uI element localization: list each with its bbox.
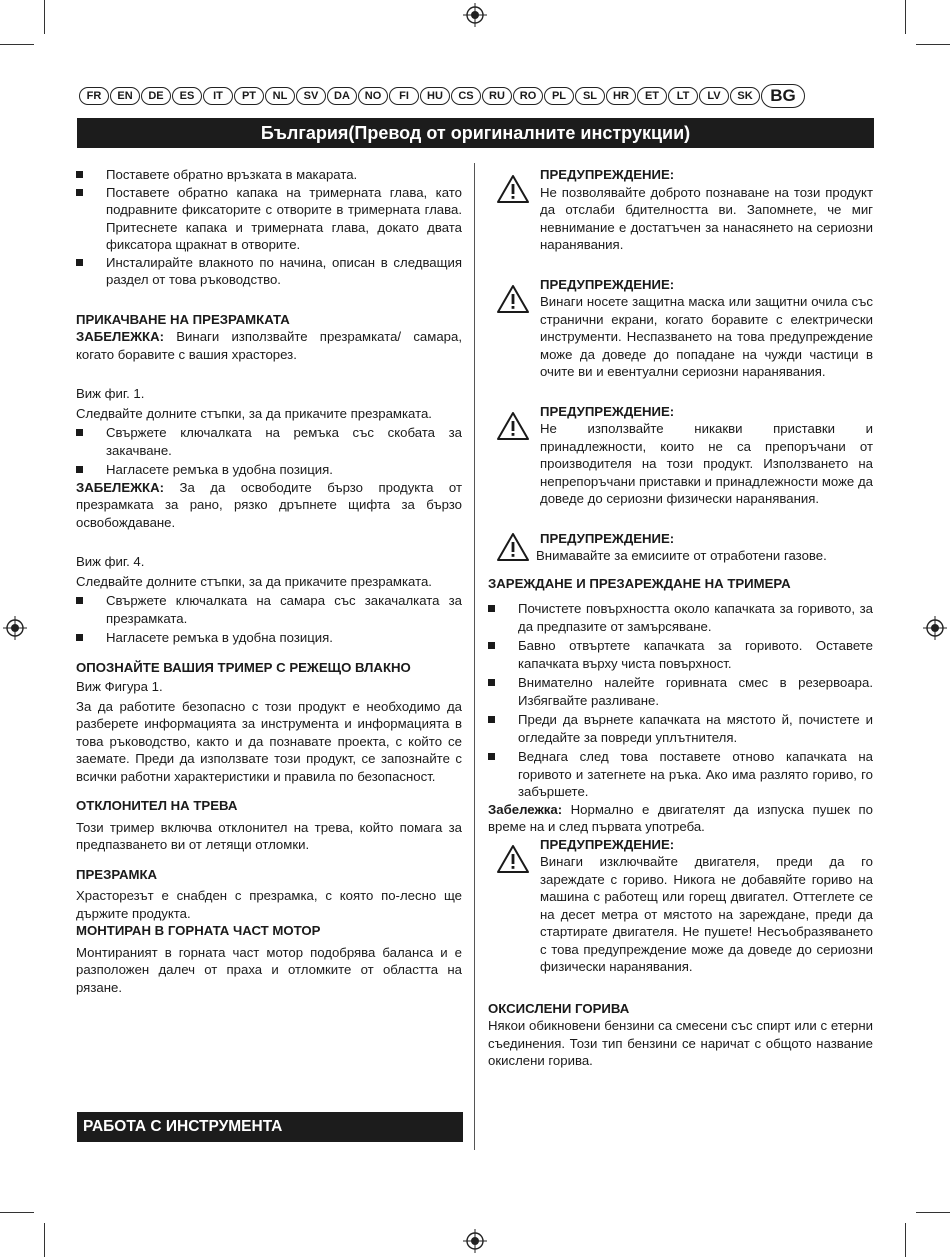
- language-tab[interactable]: RO: [513, 87, 543, 105]
- language-tab[interactable]: FR: [79, 87, 109, 105]
- crop-mark: [0, 1212, 34, 1213]
- language-tab[interactable]: LT: [668, 87, 698, 105]
- section-heading: ПРИКАЧВАНЕ НА ПРЕЗРАМКАТА: [76, 311, 290, 327]
- language-tab[interactable]: FI: [389, 87, 419, 105]
- registration-mark-icon: [3, 616, 27, 640]
- paragraph: Този тример включва отклонител на трева, който помага за предпазването ви от летящи отломки.: [76, 819, 462, 852]
- column-divider: [474, 163, 475, 1150]
- section-heading: ОПОЗНАЙТЕ ВАШИЯ ТРИМЕР С РЕЖЕЩО ВЛАКНО: [76, 659, 411, 675]
- language-tab[interactable]: RU: [482, 87, 512, 105]
- crop-mark: [905, 1223, 906, 1257]
- warning-triangle-icon: [496, 284, 530, 314]
- language-tab[interactable]: LV: [699, 87, 729, 105]
- list-item: Внимателно налейте горивната смес в резервоара. Избягвайте разливане.: [488, 674, 873, 709]
- list-item: Веднага след това поставете отново капачката на горивото и затегнете на ръка. Ако има разлято гориво, го забършете.: [488, 748, 873, 801]
- language-tab[interactable]: NL: [265, 87, 295, 105]
- paragraph: Следвайте долните стъпки, за да прикачите презрамката.: [76, 573, 432, 589]
- left-column: [76, 166, 462, 996]
- list-item: Преди да върнете капачката на мястото й, почистете и огледайте за повреди уплътнителя.: [488, 711, 873, 746]
- warning-block: [488, 166, 873, 254]
- list-item: Свържете ключалката на самара със закачалката за презрамката.: [76, 592, 462, 627]
- paragraph: Някои обикновени бензини са смесени със спирт или с етерни съединения. Този тип бензини се наричат с общото название окислени горива.: [488, 1018, 873, 1068]
- warning-block: [488, 276, 873, 381]
- page-title: България(Превод от оригиналните инструкции): [77, 118, 874, 148]
- list-item: Поставете обратно капака на тримерната глава, като подравните фиксаторите с отворите в тримерната глава. Притеснете капака и тримерната глава, докато двата фиксатора щракнат в отворите.: [76, 184, 462, 254]
- note-paragraph: ЗАБЕЛЕЖКА: За да освободите бързо продукта от презрамката за рано, рязко дръпнете щифта за бързо освобождаване.: [76, 479, 462, 530]
- language-tab[interactable]: HR: [606, 87, 636, 105]
- warning-triangle-icon: [496, 174, 530, 204]
- list-item: Свържете ключалката на ремъка със скобата за закачване.: [76, 424, 462, 459]
- paragraph: Храсторезът е снабден с презрамка, с която по-лесно ще държите продукта.: [76, 888, 462, 921]
- language-tabs: [79, 84, 874, 108]
- warning-title: ПРЕДУПРЕЖДЕНИЕ:: [540, 836, 675, 852]
- section-heading: ОКСИСЛЕНИ ГОРИВА: [488, 1000, 630, 1016]
- paragraph: Монтираният в горната част мотор подобрява баланса и е разположен далеч от праха и отломките от областта на рязане.: [76, 944, 462, 995]
- list-item: Почистете повърхността около капачката за горивото, за да предпазите от замърсяване.: [488, 600, 873, 635]
- crop-mark: [0, 44, 34, 45]
- note-paragraph: Забележка: Нормално е двигателят да изпуска пушек по време на и след първата употреба.: [488, 801, 873, 834]
- language-tab[interactable]: DA: [327, 87, 357, 105]
- list-item: Бавно отвъртете капачката за горивото. Оставете капачката върху чиста повърхност.: [488, 637, 873, 672]
- right-column: [488, 166, 873, 1070]
- crop-mark: [916, 1212, 950, 1213]
- crop-mark: [44, 0, 45, 34]
- warning-block: [488, 403, 873, 508]
- note-paragraph: ЗАБЕЛЕЖКА: Винаги използвайте презрамката/ самара, когато боравите с вашия храсторез.: [76, 329, 462, 362]
- warning-text: Не позволявайте доброто познаване на този продукт да отслаби бдителността ви. Запомнете, че миг невнимание е достатъчен за нанасянето на сериозни наранявания.: [540, 184, 873, 252]
- language-tab[interactable]: NO: [358, 87, 388, 105]
- warning-title: ПРЕДУПРЕЖДЕНИЕ:: [540, 530, 675, 546]
- language-tab[interactable]: EN: [110, 87, 140, 105]
- registration-mark-icon: [463, 1229, 487, 1253]
- warning-text: Не използвайте никакви приставки и принадлежности, които не са препоръчани от производителя на този продукт. Използването на непрепоръчани приставки и принадлежности може да доведе до сериозни физически наранявания.: [540, 421, 873, 506]
- language-tab[interactable]: PT: [234, 87, 264, 105]
- section-heading: ОТКЛОНИТЕЛ НА ТРЕВА: [76, 798, 238, 813]
- list-item: Инсталирайте влакното по начина, описан в следващия раздел от това ръководство.: [76, 254, 462, 289]
- list-item: Нагласете ремъка в удобна позиция.: [76, 461, 462, 479]
- crop-mark: [44, 1223, 45, 1257]
- paragraph: Следвайте долните стъпки, за да прикачите презрамката.: [76, 405, 432, 421]
- language-tab[interactable]: PL: [544, 87, 574, 105]
- registration-mark-icon: [923, 616, 947, 640]
- language-tab[interactable]: ES: [172, 87, 202, 105]
- figure-reference: Виж Фигура 1.: [76, 679, 163, 694]
- warning-triangle-icon: [496, 411, 530, 441]
- registration-mark-icon: [463, 3, 487, 27]
- language-tab[interactable]: SV: [296, 87, 326, 105]
- list-item: Поставете обратно връзката в макарата.: [76, 166, 462, 184]
- language-tab[interactable]: ET: [637, 87, 667, 105]
- warning-text: Винаги носете защитна маска или защитни очила със странични екрани, когато боравите с електрически инструменти. Неспазването на това предупреждение може да доведе до попадане на чужди частици в очите ви и евентуални сериозни наранявания.: [540, 294, 873, 379]
- section-heading: МОНТИРАН В ГОРНАТА ЧАСТ МОТОР: [76, 923, 321, 938]
- paragraph: За да работите безопасно с този продукт е необходимо да разберете информацията за инструмента и информацията в това ръководство, както и да познавате проекта, с който се заемате. Преди да използвате този продукт, се запознайте с всички работни характеристики и правила по безопасност.: [76, 698, 462, 784]
- figure-reference: Виж фиг. 4.: [76, 554, 145, 569]
- section-title-bar: РАБОТА С ИНСТРУМЕНТА: [77, 1112, 463, 1142]
- section-heading: ПРЕЗРАМКА: [76, 866, 158, 882]
- language-tab[interactable]: SL: [575, 87, 605, 105]
- language-tab[interactable]: CS: [451, 87, 481, 105]
- section-heading: ЗАРЕЖДАНЕ И ПРЕЗАРЕЖДАНЕ НА ТРИМЕРА: [488, 575, 791, 591]
- language-tab[interactable]: DE: [141, 87, 171, 105]
- language-tab[interactable]: HU: [420, 87, 450, 105]
- warning-block: [488, 836, 873, 976]
- list-item: Нагласете ремъка в удобна позиция.: [76, 629, 462, 647]
- crop-mark: [905, 0, 906, 34]
- figure-reference: Виж фиг. 1.: [76, 386, 145, 401]
- warning-title: ПРЕДУПРЕЖДЕНИЕ:: [540, 403, 675, 419]
- language-tab-active[interactable]: BG: [761, 84, 805, 108]
- warning-block: [488, 530, 873, 565]
- warning-title: ПРЕДУПРЕЖДЕНИЕ:: [540, 167, 675, 182]
- warning-text: Винаги изключвайте двигателя, преди да го зареждате с гориво. Никога не добавяйте гориво на машина с работещ или горещ двигател. Оттеглете се на десет метра от мястото на зареждане, преди да стартирате двигателя. Не пушете! Несъобразяването с това предупреждение може да доведе до сериозни физически наранявания.: [540, 854, 873, 974]
- warning-triangle-icon: [496, 532, 530, 562]
- crop-mark: [916, 44, 950, 45]
- warning-title: ПРЕДУПРЕЖДЕНИЕ:: [540, 276, 675, 292]
- warning-triangle-icon: [496, 844, 530, 874]
- language-tab[interactable]: IT: [203, 87, 233, 105]
- warning-text: Внимавайте за емисиите от отработени газове.: [536, 548, 827, 563]
- language-tab[interactable]: SK: [730, 87, 760, 105]
